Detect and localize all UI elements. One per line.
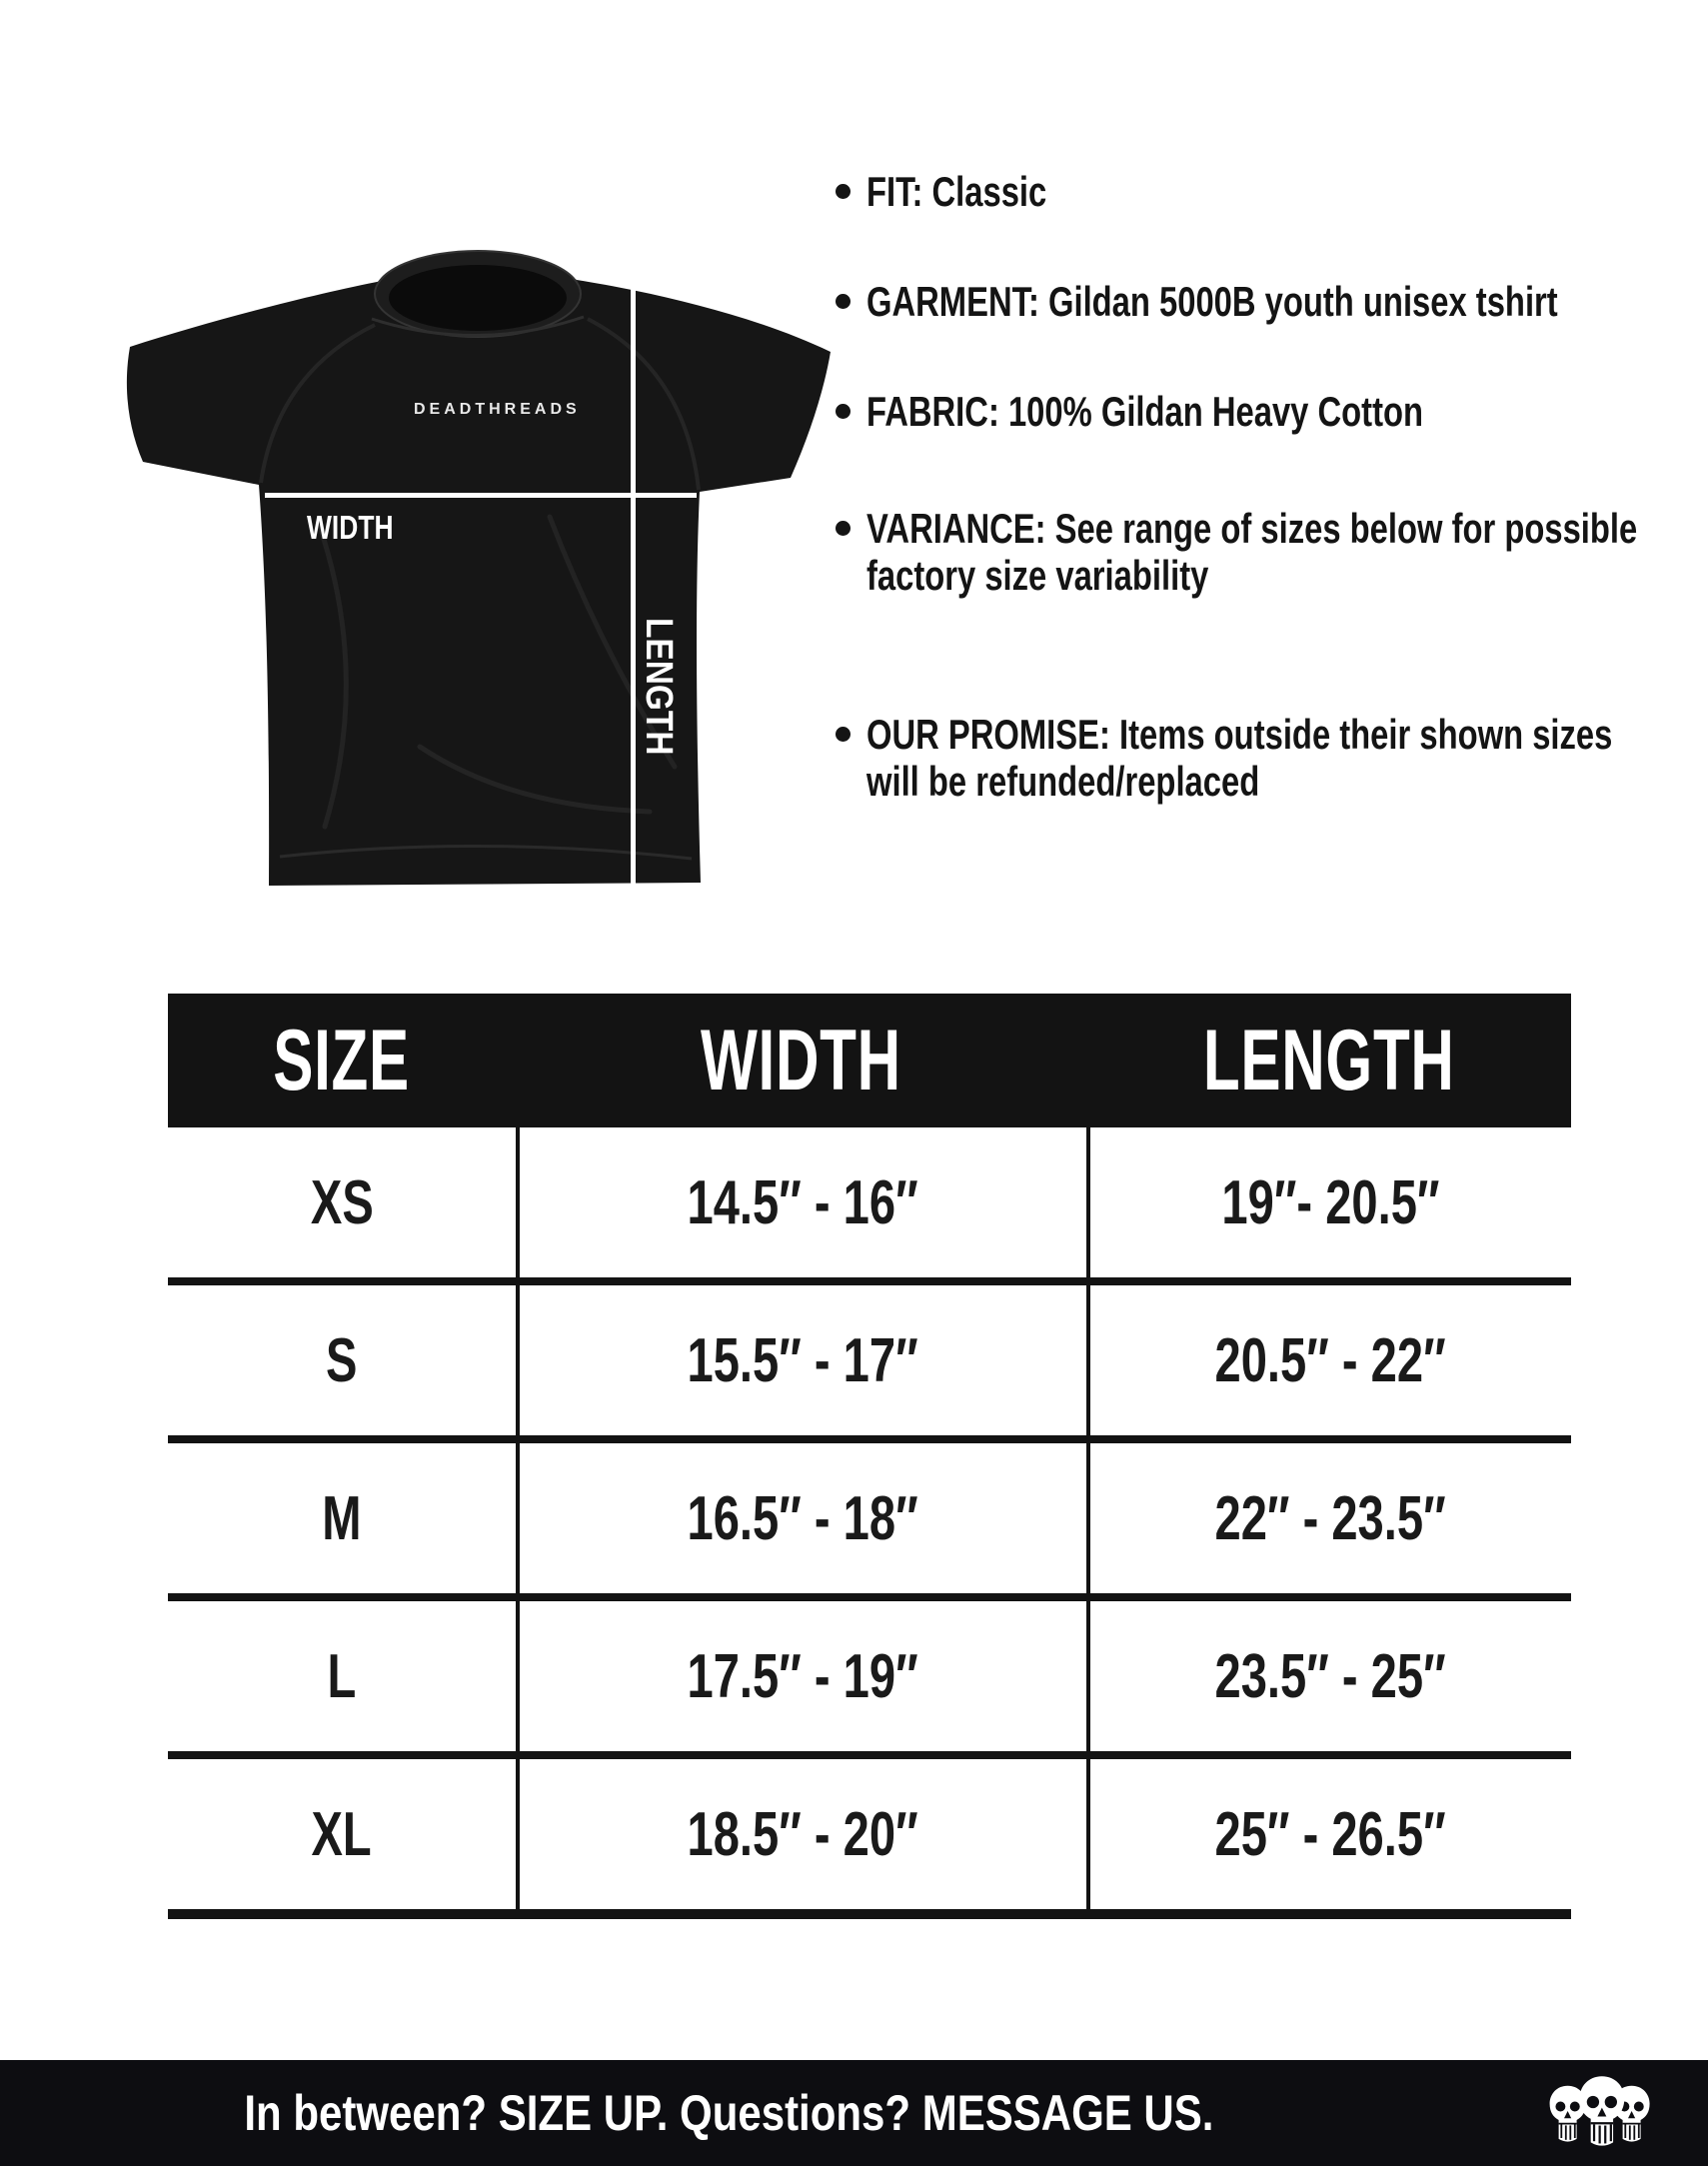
table-row-s [168, 1285, 1571, 1443]
cell-length: 20.5″ - 22″ [1086, 1285, 1571, 1435]
bullet-dot [836, 727, 851, 742]
bullet-line: will be refunded/replaced [866, 758, 1260, 805]
cell-width: 16.5″ - 18″ [516, 1443, 1086, 1593]
cell-width: 14.5″ - 16″ [516, 1127, 1086, 1277]
bullet-line: FIT: Classic [866, 168, 1047, 215]
size-chart-table [168, 994, 1571, 1919]
bullet-fabric [836, 388, 1708, 435]
table-header-row [168, 994, 1571, 1127]
header-cell-width: WIDTH [701, 1012, 901, 1108]
bullet-line: VARIANCE: See range of sizes below for possible [866, 505, 1638, 552]
bullet-garment-text [866, 278, 1558, 325]
table-row-xs [168, 1127, 1571, 1285]
tshirt-illustration [120, 247, 834, 889]
footer-bar [0, 2060, 1708, 2166]
cell-size: L [327, 1641, 357, 1711]
bullet-dot [836, 294, 851, 309]
length-measure-line [631, 277, 636, 887]
bullet-variance-text [866, 505, 1637, 599]
bullet-dot [836, 404, 851, 419]
bullet-line: factory size variability [866, 552, 1209, 599]
cell-length: 19″- 20.5″ [1086, 1127, 1571, 1277]
cell-width: 17.5″ - 19″ [516, 1601, 1086, 1751]
bullet-fabric-text [866, 388, 1423, 435]
bullet-our-promise-text [866, 711, 1612, 805]
cell-length: 25″ - 26.5″ [1086, 1759, 1571, 1909]
product-details-list [836, 168, 1708, 868]
cell-size: XS [310, 1167, 374, 1237]
cell-size: XL [311, 1799, 373, 1869]
cell-size: M [322, 1483, 362, 1553]
bullet-fit [836, 168, 1708, 215]
bullet-dot [836, 184, 851, 199]
bullet-dot [836, 521, 851, 536]
footer-message: In between? SIZE UP. Questions? MESSAGE US. [244, 2085, 1214, 2141]
cell-width: 18.5″ - 20″ [516, 1759, 1086, 1909]
cell-size: S [326, 1325, 358, 1395]
table-row-l [168, 1601, 1571, 1759]
cell-length: 22″ - 23.5″ [1086, 1443, 1571, 1593]
cell-width: 15.5″ - 17″ [516, 1285, 1086, 1435]
bullet-line: OUR PROMISE: Items outside their shown sizes [866, 711, 1613, 758]
tshirt-brand-print: DEADTHREADS [414, 401, 581, 418]
header-cell-length: LENGTH [1202, 1012, 1455, 1108]
bullet-our-promise [836, 711, 1708, 805]
bullet-garment [836, 278, 1708, 325]
bullet-line: FABRIC: 100% Gildan Heavy Cotton [866, 388, 1424, 435]
tshirt-graphic [120, 247, 834, 889]
bullet-line: GARMENT: Gildan 5000B youth unisex tshirt [866, 278, 1558, 325]
width-measure-label: WIDTH [307, 509, 394, 546]
bullet-fit-text [866, 168, 1046, 215]
table-row-xl [168, 1759, 1571, 1919]
table-row-m [168, 1443, 1571, 1601]
cell-length: 23.5″ - 25″ [1086, 1601, 1571, 1751]
header-cell-size: SIZE [273, 1012, 411, 1108]
length-measure-label: LENGTH [638, 618, 680, 756]
three-skulls-icon [1546, 2074, 1658, 2152]
bullet-variance [836, 505, 1708, 599]
footer-message-wrap [0, 2060, 1458, 2166]
tshirt-silhouette [127, 261, 831, 886]
